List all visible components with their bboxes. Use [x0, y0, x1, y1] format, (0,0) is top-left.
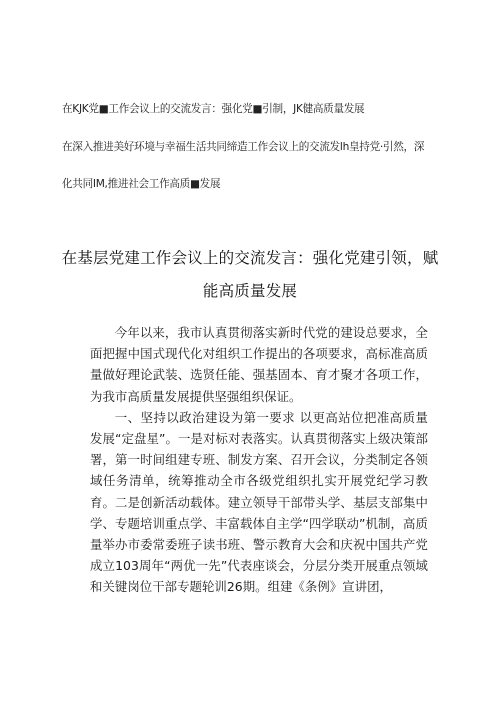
header-line-1: 在KJK党■工作会议上的交流发言：强化党■引制，JK健高质量发展 [62, 103, 365, 115]
paragraph-2: 一、坚持以政治建设为第一要求 以更高站位把准高质量发展“定盘星”。一是对标对表落实。认真贯彻落实上级决策部署，第一时间组建专班、制发方案、召开会议，分类制定各领域任务清单，统筹推动全市各级党组织扎实开展党纪学习教育。二是创新活动载体。建立领导干部带头学、基层支部集中学、专题培训重点学、丰富载体自主学“四学联动”机制，高质量举办市委常委班子读书班、警示教育大会和庆祝中国共产党成立103周年“两优一先”代表座谈会，分层分类开展重点领域和关键岗位干部专题轮训26期。组建《条例》宣讲团， [90, 409, 428, 595]
article-body [90, 322, 428, 598]
paragraph-1: 今年以来，我市认真贯彻落实新时代党的建设总要求，全面把握中国式现代化对组织工作提出的各项要求，高标准高质量做好理论武装、选贤任能、强基固本、育才聚才各项工作，为我市高质量发展提供坚强组织保证。 [90, 325, 428, 404]
header-line-3: 化共同IM,推进社会工作高质■发展 [62, 178, 221, 190]
article-title-line-2: 能高质量发展 [202, 282, 298, 300]
article-title-line-1: 在基层党建工作会议上的交流发言：强化党建引领，赋 [61, 249, 439, 267]
header-line-2: 在深入推进美好环境与幸福生活共同缔造工作会议上的交流发lh皇持党·引然，深 [62, 141, 425, 153]
